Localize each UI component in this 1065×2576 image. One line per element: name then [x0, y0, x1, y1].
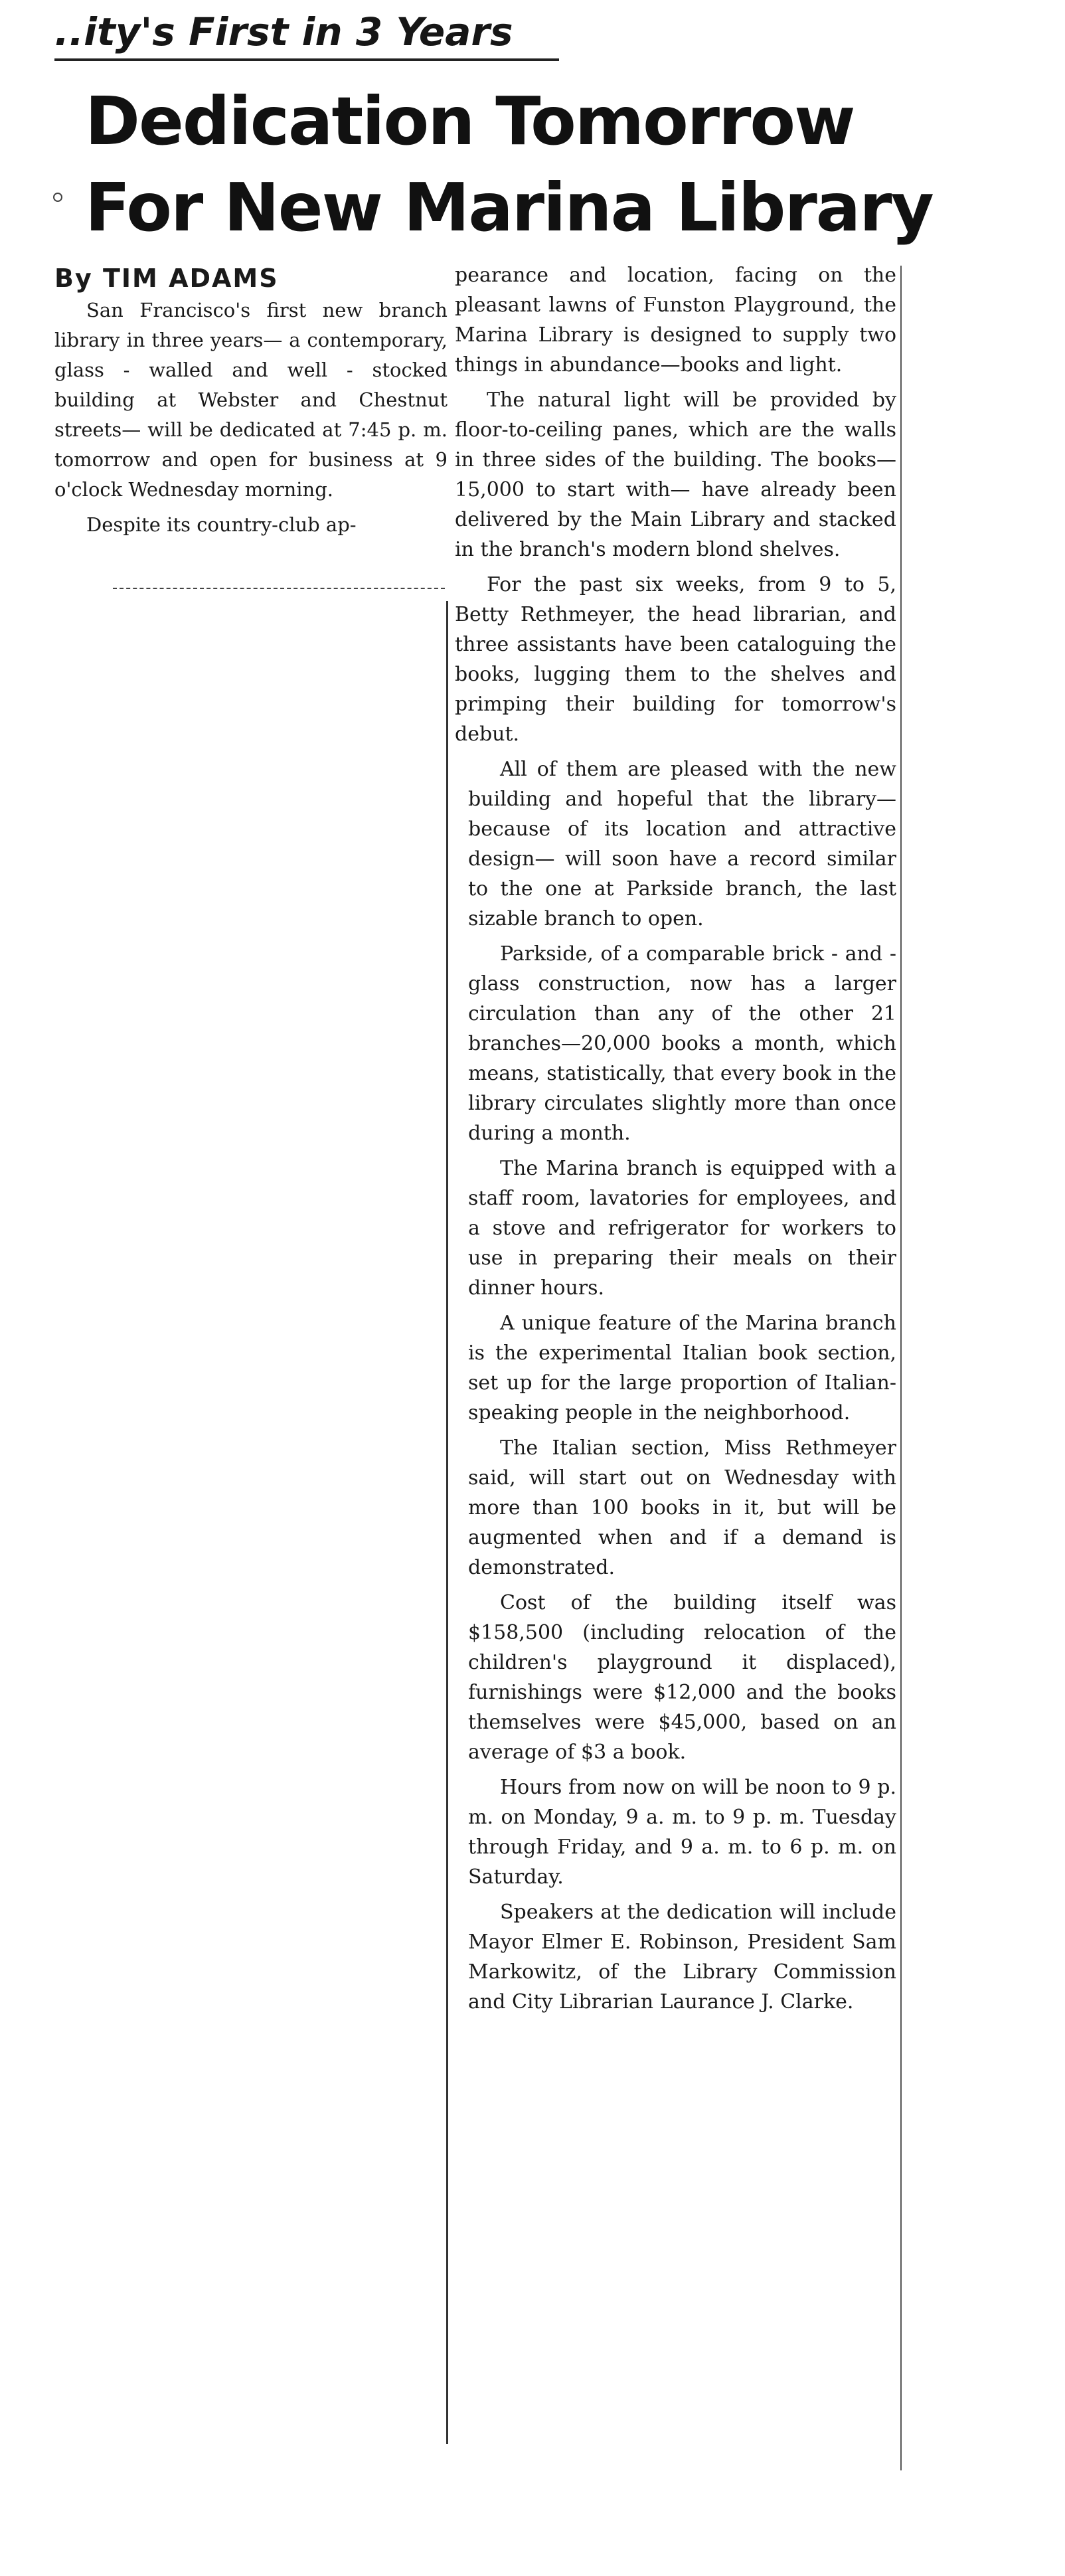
column-edge-rule — [900, 266, 902, 2470]
paragraph: Despite its country-club ap- — [86, 513, 357, 536]
left-column — [54, 296, 448, 545]
paragraph: The natural light will be provided by floor-to-ceiling panes, which are the walls in three sides of the building. The books—15,000 to start with— have already been delivered by the Main Library and stacked in the branch's modern blond shelves. — [455, 388, 896, 561]
paragraph: For the past six weeks, from 9 to 5, Betty Rethmeyer, the head librarian, and three assistants have been cataloguing the books, lugging them to the shelves and primping their building for tomorrow's debut. — [455, 573, 896, 746]
paragraph: Hours from now on will be noon to 9 p. m. on Monday, 9 a. m. to 9 p. m. Tuesday through Friday, and 9 a. m. to 6 p. m. on Saturday. — [468, 1776, 896, 1889]
right-column — [455, 260, 896, 2022]
paragraph: All of them are pleased with the new building and hopeful that the library—because of its location and attractive design— will soon have a record similar to the one at Parkside branch, the last sizable branch to open. — [468, 758, 896, 930]
paragraph: The Marina branch is equipped with a staff room, lavatories for employees, and a stove and refrigerator for workers to use in preparing their meals on their dinner hours. — [468, 1157, 896, 1300]
paragraph: A unique feature of the Marina branch is the experimental Italian book section, set up for the large proportion of Italian-speaking people in the neighborhood. — [468, 1312, 896, 1424]
column-divider-rule — [446, 601, 448, 2444]
column-end-rule — [113, 588, 445, 589]
kicker-headline: ..ity's First in 3 Years — [54, 5, 559, 61]
paragraph: Parkside, of a comparable brick - and - glass construction, now has a larger circulation than any of the other 21 branches—20,000 books a month, which means, statistically, that every book in the library circulates slightly more than once during a month. — [468, 942, 896, 1145]
main-headline — [85, 78, 933, 251]
paragraph: pearance and location, facing on the pleasant lawns of Funston Playground, the Marina Library is designed to supply two things in abundance—books and light. — [455, 264, 896, 377]
headline-line-1: Dedication Tomorrow — [85, 82, 855, 160]
paragraph: The Italian section, Miss Rethmeyer said, will start out on Wednesday with more than 100 books in it, but will be augmented when and if a demand is demonstrated. — [468, 1436, 896, 1579]
paragraph: Speakers at the dedication will include Mayor Elmer E. Robinson, President Sam Markowitz, of the Library Commission and City Librarian Laurance J. Clarke. — [468, 1901, 896, 2014]
headline-line-2: For New Marina Library — [85, 169, 933, 246]
margin-mark — [53, 193, 62, 202]
paragraph: San Francisco's first new branch library in three years— a contemporary, glass - walled and well - stocked building at Webster and Chestnut streets— will be dedicated at 7:45 p. m. tomorrow and open for business at 9 o'clock Wednesday morning. — [54, 299, 448, 501]
paragraph: Cost of the building itself was $158,500 (including relocation of the children's playground it displaced), furnishings were $12,000 and the books themselves were $45,000, based on an average of $3 a book. — [468, 1591, 896, 1764]
byline: By TIM ADAMS — [54, 264, 279, 293]
